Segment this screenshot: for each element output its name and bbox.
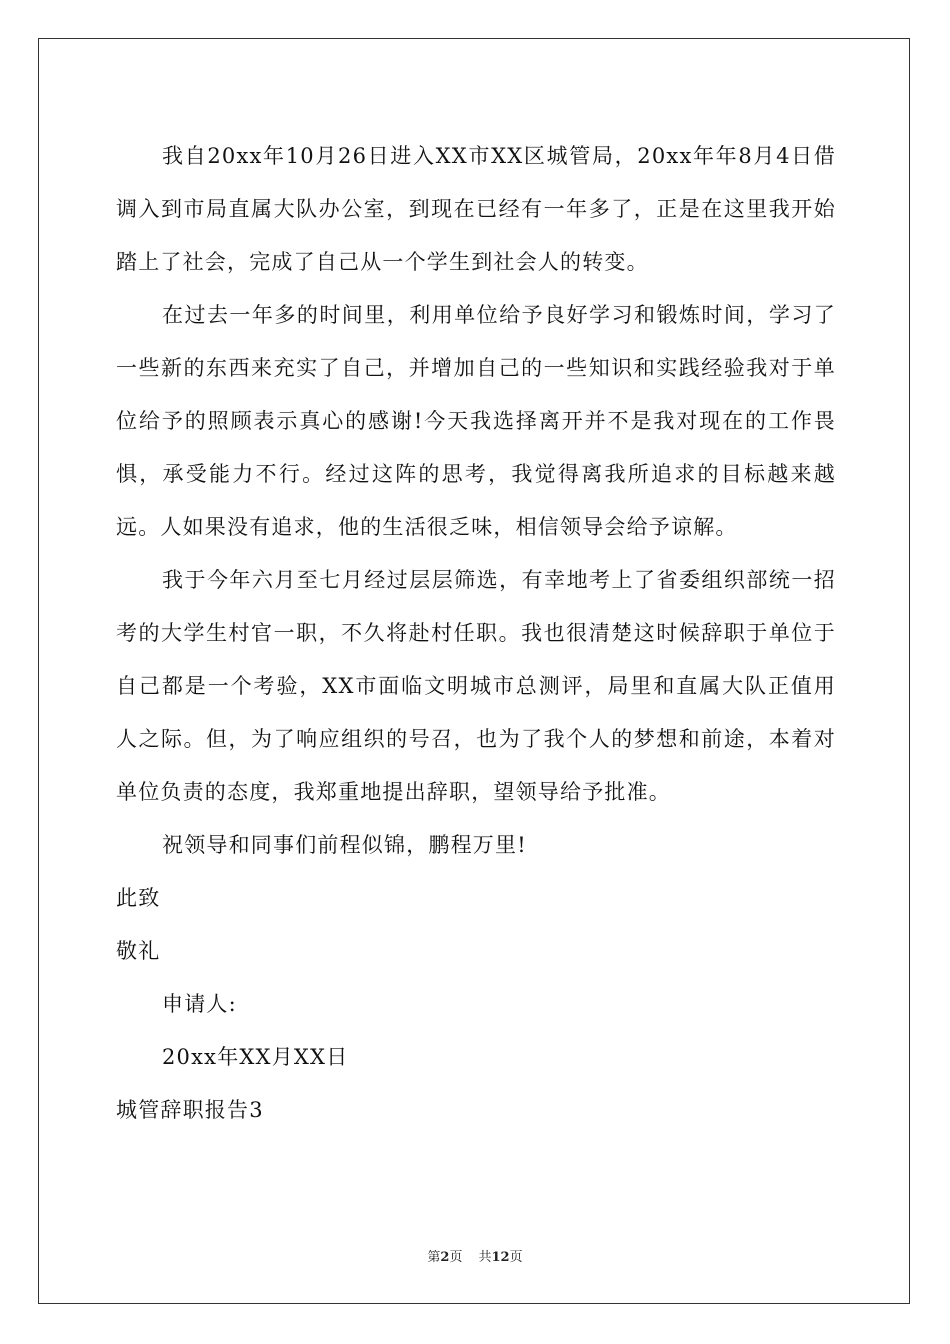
page-footer	[0, 1246, 950, 1265]
total-prefix: 共	[478, 1250, 492, 1265]
total-page-number: 12	[491, 1250, 510, 1265]
document-body	[116, 130, 836, 1137]
applicant-label: 申请人:	[162, 992, 237, 1016]
document-date: 20xx年XX月XX日	[162, 1045, 349, 1069]
paragraph-3: 我于今年六月至七月经过层层筛选，有幸地考上了省委组织部统一招考的大学生村官一职，不久将赴村任职。我也很清楚这时候辞职于单位于自己都是一个考验，XX市面临文明城市总测评，局里和直属大队正值用人之际。但，为了响应组织的号召，也为了我个人的梦想和前途，本着对单位负责的态度，我郑重地提出辞职，望领导给予批准。	[116, 568, 836, 804]
paragraph-1: 我自20xx年10月26日进入XX市XX区城管局，20xx年年8月4日借调入到市局直属大队办公室，到现在已经有一年多了，正是在这里我开始踏上了社会，完成了自己从一个学生到社会人的转变。	[116, 144, 836, 274]
current-page-number: 2	[440, 1250, 450, 1265]
page-suffix: 页	[449, 1250, 463, 1265]
closing-regards: 敬礼	[116, 939, 161, 963]
paragraph-4: 祝领导和同事们前程似锦，鹏程万里!	[162, 833, 527, 857]
paragraph-2: 在过去一年多的时间里，利用单位给予良好学习和锻炼时间，学习了一些新的东西来充实了自己，并增加自己的一些知识和实践经验我对于单位给予的照顾表示真心的感谢!今天我选择离开并不是我对现在的工作畏惧，承受能力不行。经过这阵的思考，我觉得离我所追求的目标越来越远。人如果没有追求，他的生活很乏味，相信领导会给予谅解。	[116, 303, 836, 539]
total-suffix: 页	[509, 1250, 523, 1265]
closing-salutation: 此致	[116, 886, 161, 910]
page-prefix: 第	[427, 1250, 441, 1265]
next-section-title: 城管辞职报告3	[116, 1098, 264, 1122]
